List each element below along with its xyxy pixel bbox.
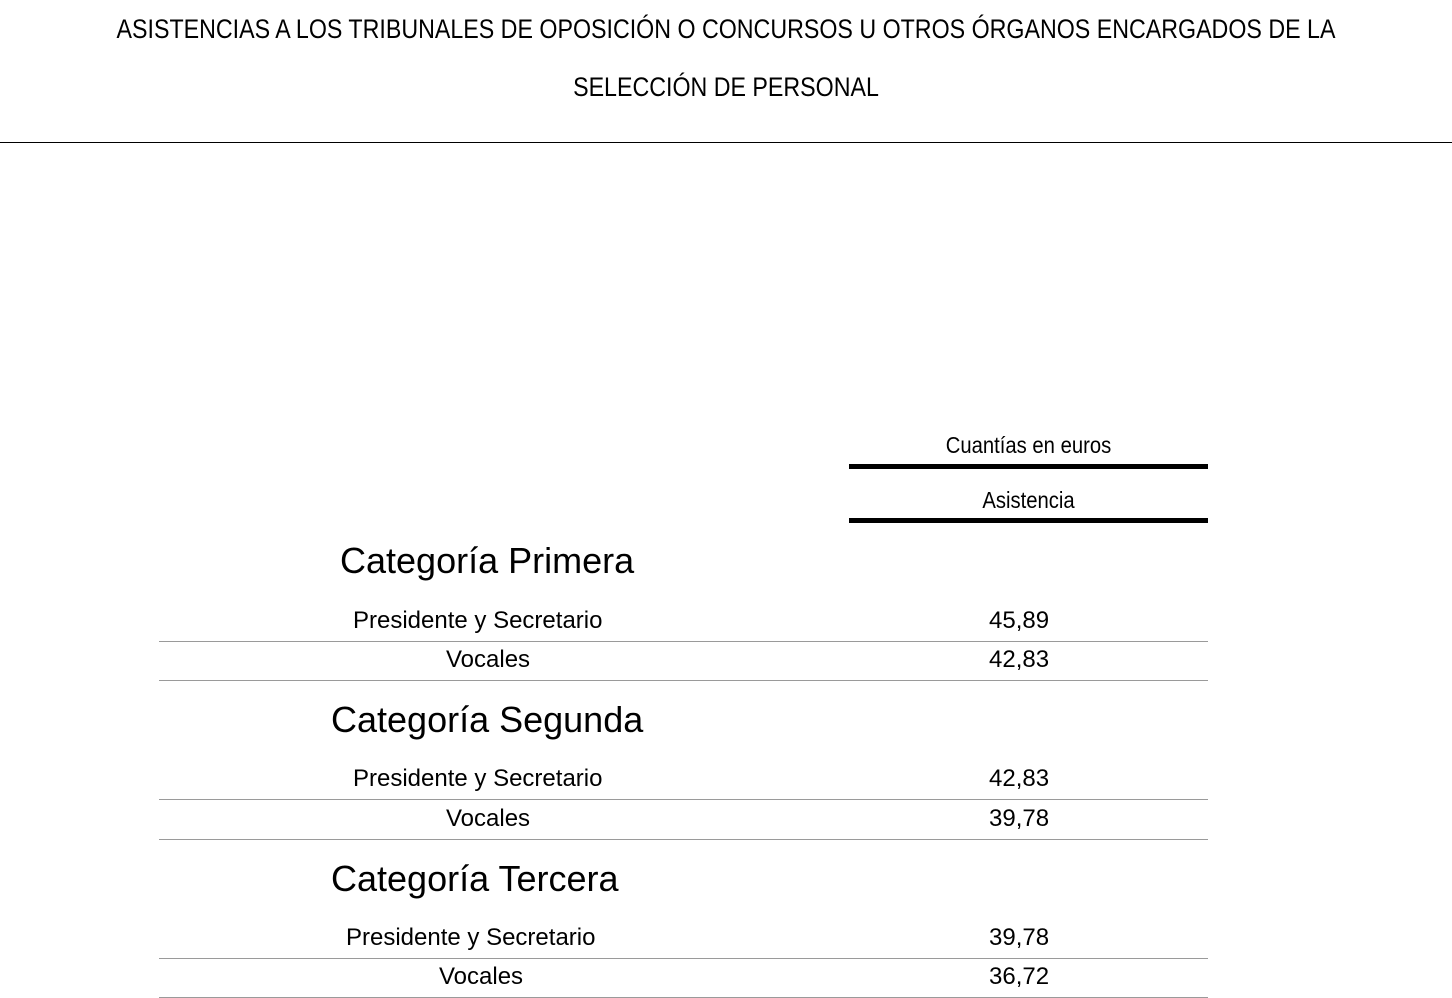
title-line-2: SELECCIÓN DE PERSONAL	[573, 72, 879, 102]
row-value: 42,83	[989, 765, 1050, 792]
table-row	[159, 799, 1208, 840]
column-header-asistencia: Asistencia	[982, 487, 1075, 513]
units-header: Cuantías en euros	[945, 432, 1112, 458]
category-heading-segunda: Categoría Segunda	[331, 699, 644, 740]
row-label: Vocales	[446, 805, 531, 832]
row-value: 36,72	[989, 963, 1050, 990]
row-label: Presidente y Secretario	[353, 765, 603, 792]
row-value: 45,89	[989, 607, 1050, 634]
table-row	[159, 601, 1208, 642]
table-row	[159, 957, 1208, 998]
category-heading-tercera: Categoría Tercera	[331, 858, 619, 899]
row-label: Vocales	[446, 646, 531, 673]
document-title	[102, 0, 1351, 116]
row-label: Presidente y Secretario	[353, 607, 603, 634]
category-heading-primera: Categoría Primera	[340, 540, 635, 581]
table-row	[159, 640, 1208, 681]
header-rule-top	[849, 464, 1208, 469]
row-value: 42,83	[989, 646, 1050, 673]
row-label: Vocales	[439, 963, 524, 990]
row-value: 39,78	[989, 805, 1050, 832]
table-row	[159, 759, 1208, 800]
row-value: 39,78	[989, 924, 1050, 951]
title-divider	[0, 142, 1452, 143]
header-rule-bottom	[849, 518, 1208, 523]
table-row	[159, 918, 1208, 959]
title-line-1: ASISTENCIAS A LOS TRIBUNALES DE OPOSICIÓN O CONCURSOS U OTROS ÓRGANOS ENCARGADOS DE LA	[116, 14, 1336, 44]
row-label: Presidente y Secretario	[346, 924, 596, 951]
